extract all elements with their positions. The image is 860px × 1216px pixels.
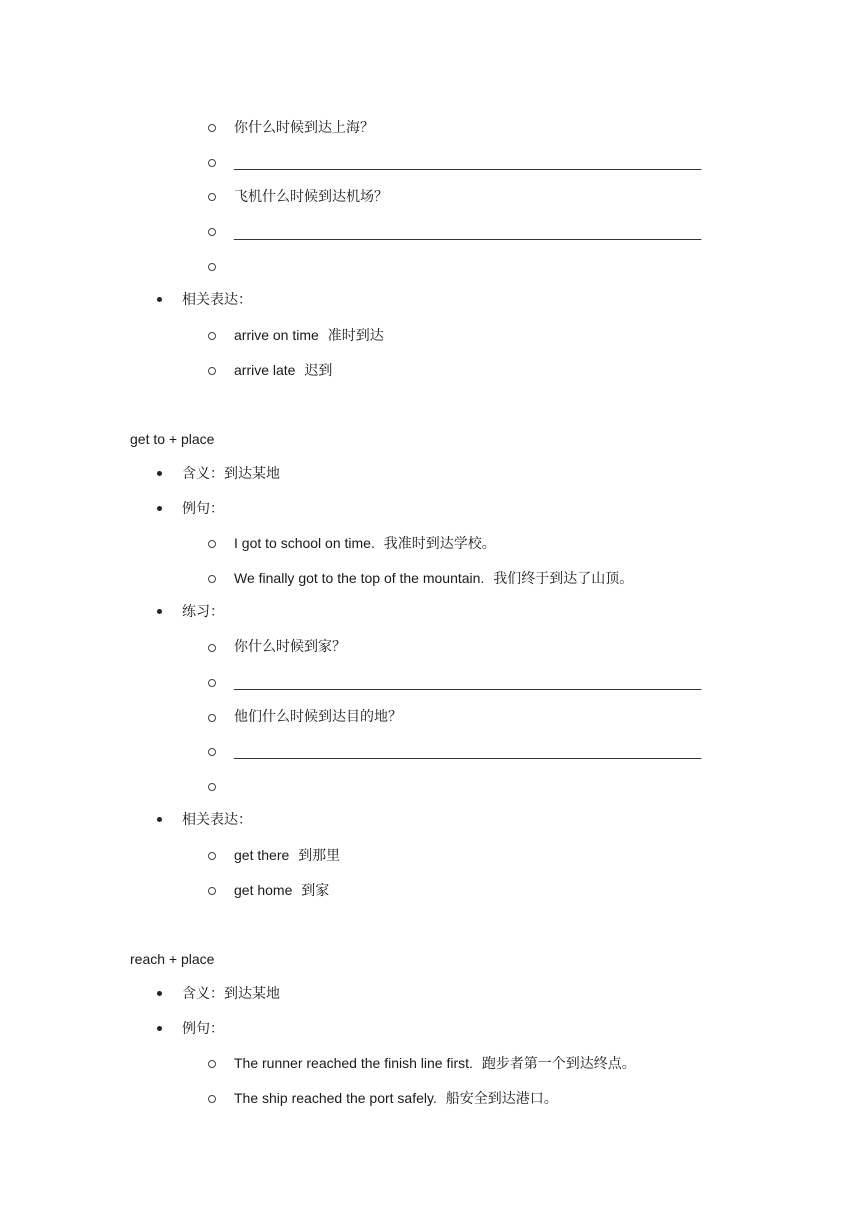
related-item bbox=[234, 325, 384, 345]
sub-bullet-icon bbox=[208, 852, 216, 860]
sub-bullet-icon bbox=[208, 332, 216, 340]
bullet-icon bbox=[157, 506, 162, 511]
sub-bullet-icon bbox=[208, 1060, 216, 1068]
sub-bullet-icon bbox=[208, 1095, 216, 1103]
related-label: 相关表达： bbox=[182, 292, 252, 308]
answer-blank: ____________________________________________________________ bbox=[234, 154, 702, 170]
example-item bbox=[234, 1053, 636, 1073]
bullet-icon bbox=[157, 297, 162, 302]
answer-blank: ____________________________________________________________ bbox=[234, 224, 702, 240]
related-item-zh: 到家 bbox=[301, 883, 330, 899]
related-item-en: get there bbox=[234, 847, 290, 863]
example-item bbox=[234, 568, 633, 588]
example-zh: 船安全到达港口。 bbox=[445, 1091, 558, 1107]
example-zh: 我们终于到达了山顶。 bbox=[493, 571, 634, 587]
example-en: I got to school on time. bbox=[234, 535, 375, 551]
sub-bullet-icon bbox=[208, 124, 216, 132]
related-item bbox=[234, 880, 329, 900]
bullet-icon bbox=[157, 817, 162, 822]
related-item-en: arrive late bbox=[234, 362, 296, 378]
practice-label: 练习： bbox=[182, 604, 224, 620]
related-item-en: arrive on time bbox=[234, 327, 319, 343]
related-item-zh: 准时到达 bbox=[327, 328, 384, 344]
sub-bullet-icon bbox=[208, 783, 216, 791]
answer-blank: ____________________________________________________________ bbox=[234, 674, 702, 690]
related-item-zh: 到那里 bbox=[298, 848, 341, 864]
practice-question: 他们什么时候到达目的地？ bbox=[234, 709, 402, 725]
example-item bbox=[234, 1088, 558, 1108]
sub-bullet-icon bbox=[208, 193, 216, 201]
section-heading: reach + place bbox=[130, 951, 215, 967]
bullet-icon bbox=[157, 609, 162, 614]
example-en: The ship reached the port safely. bbox=[234, 1090, 437, 1106]
sub-bullet-icon bbox=[208, 679, 216, 687]
meaning-label: 含义：到达某地 bbox=[182, 466, 280, 482]
sub-bullet-icon bbox=[208, 228, 216, 236]
practice-question: 你什么时候到达上海？ bbox=[234, 120, 374, 136]
sub-bullet-icon bbox=[208, 540, 216, 548]
example-item bbox=[234, 533, 496, 553]
examples-label: 例句： bbox=[182, 1021, 224, 1037]
example-en: We finally got to the top of the mountain. bbox=[234, 570, 485, 586]
sub-bullet-icon bbox=[208, 575, 216, 583]
meaning-label: 含义：到达某地 bbox=[182, 986, 280, 1002]
sub-bullet-icon bbox=[208, 748, 216, 756]
sub-bullet-icon bbox=[208, 159, 216, 167]
section-heading: get to + place bbox=[130, 431, 215, 447]
sub-bullet-icon bbox=[208, 367, 216, 375]
sub-bullet-icon bbox=[208, 263, 216, 271]
bullet-icon bbox=[157, 1026, 162, 1031]
practice-question: 你什么时候到家？ bbox=[234, 639, 346, 655]
example-en: The runner reached the finish line first. bbox=[234, 1055, 473, 1071]
related-label: 相关表达： bbox=[182, 812, 252, 828]
sub-bullet-icon bbox=[208, 644, 216, 652]
example-zh: 我准时到达学校。 bbox=[383, 536, 496, 552]
examples-label: 例句： bbox=[182, 501, 224, 517]
answer-blank: ____________________________________________________________ bbox=[234, 743, 702, 759]
related-item-en: get home bbox=[234, 882, 293, 898]
practice-question: 飞机什么时候到达机场？ bbox=[234, 189, 388, 205]
example-zh: 跑步者第一个到达终点。 bbox=[481, 1056, 636, 1072]
related-item bbox=[234, 845, 340, 865]
sub-bullet-icon bbox=[208, 887, 216, 895]
related-item bbox=[234, 360, 332, 380]
related-item-zh: 迟到 bbox=[304, 363, 333, 379]
bullet-icon bbox=[157, 991, 162, 996]
sub-bullet-icon bbox=[208, 714, 216, 722]
bullet-icon bbox=[157, 471, 162, 476]
